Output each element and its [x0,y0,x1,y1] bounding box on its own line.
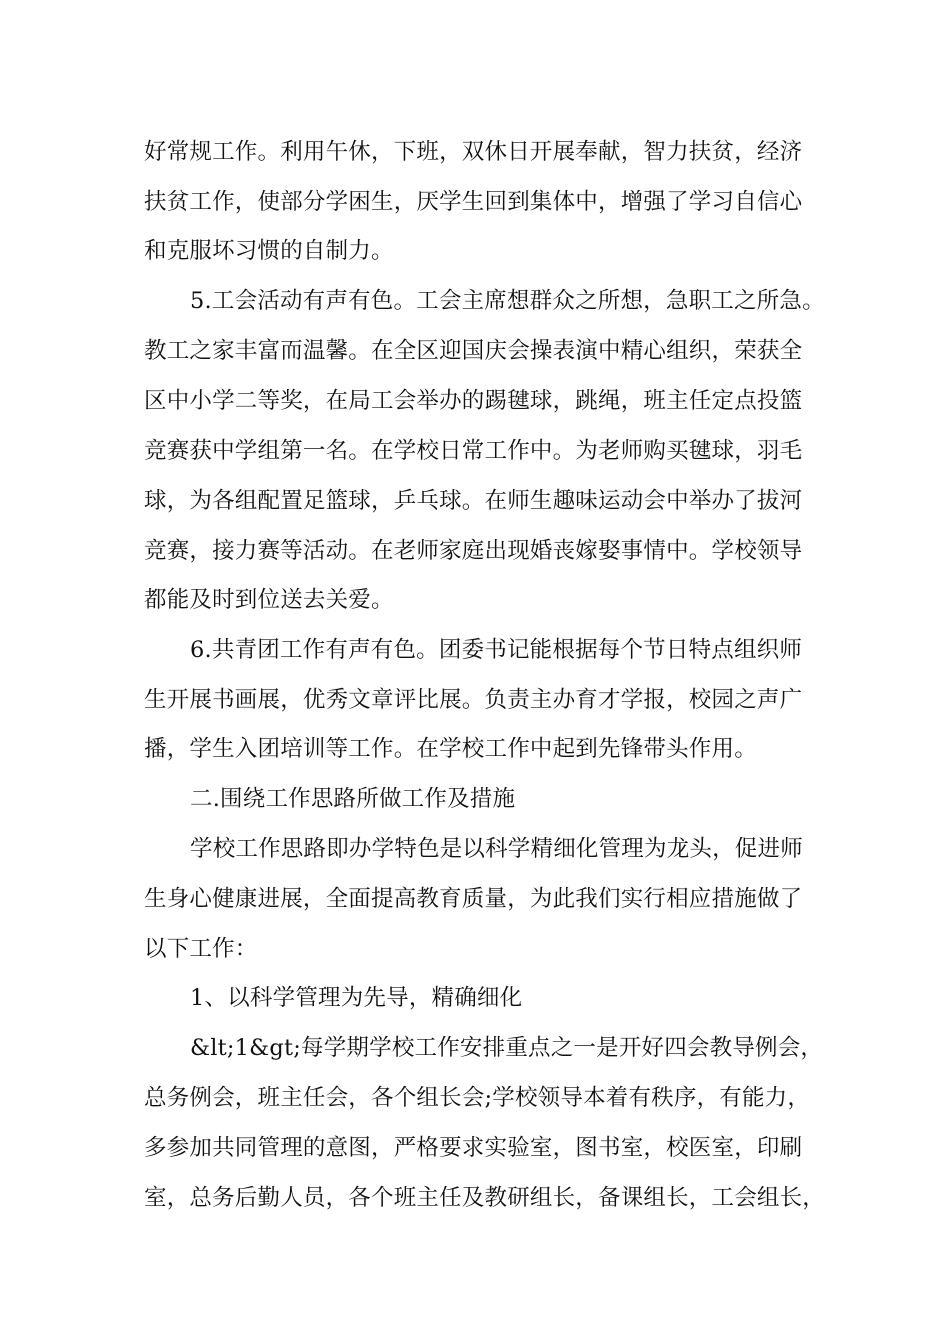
text-line: 都能及时到位送去关爱。 [144,587,394,613]
text-line: 和克服坏习惯的自制力。 [144,238,394,264]
text-line: 竞赛获中学组第一名。在学校日常工作中。为老师购买毽球，羽毛 [144,438,803,464]
text-line: 球，为各组配置足篮球，乒乓球。在师生趣味运动会中举办了拔河 [144,488,803,514]
section-heading: 二.围绕工作思路所做工作及措施 [190,786,516,812]
text-line: 区中小学二等奖，在局工会举办的踢毽球，跳绳，班主任定点投篮 [144,388,803,414]
paragraph-start-line: 6.共青团工作有声有色。团委书记能根据每个节日特点组织师 [190,637,803,663]
subsection-heading: 1、以科学管理为先导，精确细化 [190,985,523,1011]
text-line: 竞赛，接力赛等活动。在老师家庭出现婚丧嫁娶事情中。学校领导 [144,538,803,564]
paragraph-start-line: 学校工作思路即办学特色是以科学精细化管理为龙头，促进师 [190,836,803,862]
paragraph-start-line: &lt;1&gt;每学期学校工作安排重点之一是开好四会教导例会， [190,1035,824,1061]
text-line: 好常规工作。利用午休，下班，双休日开展奉献，智力扶贫，经济 [144,139,803,165]
text-line: 多参加共同管理的意图，严格要求实验室，图书室，校医室，印刷 [144,1135,803,1161]
text-line: 总务例会，班主任会，各个组长会;学校领导本着有秩序，有能力， [144,1085,811,1111]
text-line: 扶贫工作，使部分学困生，厌学生回到集体中，增强了学习自信心 [144,189,803,215]
text-line: 室，总务后勤人员，各个班主任及教研组长，备课组长，工会组长， [144,1185,826,1211]
text-line: 以下工作： [144,936,258,962]
text-line: 播，学生入团培训等工作。在学校工作中起到先锋带头作用。 [144,736,757,762]
text-line: 生身心健康进展，全面提高教育质量，为此我们实行相应措施做了 [144,886,803,912]
text-line: 教工之家丰富而温馨。在全区迎国庆会操表演中精心组织，荣获全 [144,338,803,364]
text-line: 生开展书画展，优秀文章评比展。负责主办育才学报，校园之声广 [144,687,803,713]
paragraph-start-line: 5.工会活动有声有色。工会主席想群众之所想，急职工之所急。 [190,288,825,314]
